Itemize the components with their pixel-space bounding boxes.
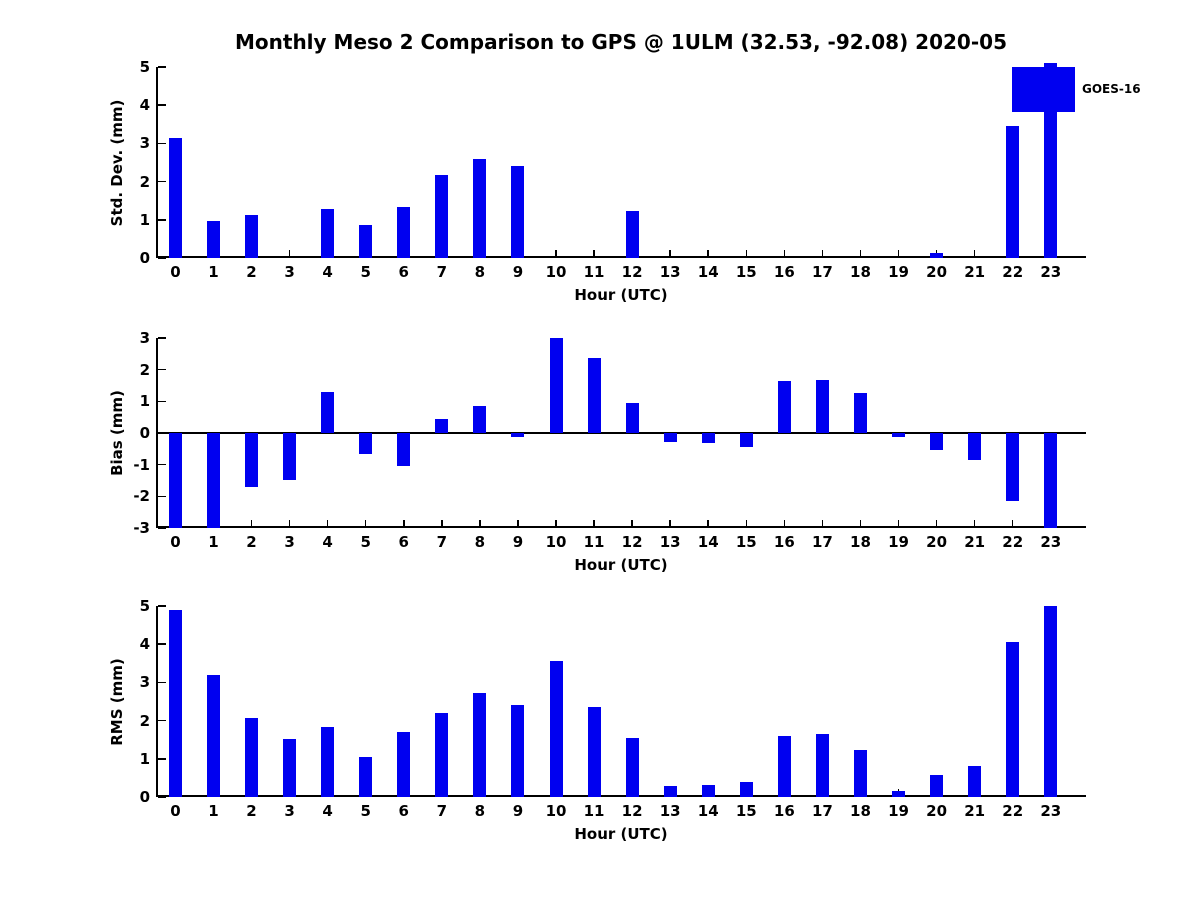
bar-hour-7 bbox=[435, 175, 448, 258]
y-tick bbox=[158, 257, 166, 259]
bar-hour-14 bbox=[702, 785, 715, 797]
bar-hour-6 bbox=[397, 732, 410, 797]
bar-hour-11 bbox=[588, 707, 601, 797]
x-tick-label: 1 bbox=[208, 533, 219, 551]
x-tick bbox=[669, 520, 671, 528]
bar-hour-22 bbox=[1006, 433, 1019, 501]
x-tick bbox=[860, 520, 862, 528]
y-tick-label: 1 bbox=[139, 392, 150, 411]
x-tick-label: 19 bbox=[888, 802, 909, 820]
y-axis-label-std-dev: Std. Dev. (mm) bbox=[108, 99, 126, 226]
bar-hour-4 bbox=[321, 727, 334, 797]
bar-hour-18 bbox=[854, 393, 867, 433]
bar-hour-2 bbox=[245, 433, 258, 487]
x-tick-label: 3 bbox=[284, 533, 295, 551]
bar-hour-1 bbox=[207, 433, 220, 528]
x-tick-label: 8 bbox=[474, 533, 486, 551]
y-tick-label: -3 bbox=[133, 519, 150, 537]
x-tick-label: 14 bbox=[697, 802, 719, 820]
x-tick-label: 6 bbox=[398, 263, 409, 281]
x-tick-label: 11 bbox=[583, 263, 605, 281]
x-tick bbox=[403, 520, 405, 528]
x-tick bbox=[707, 520, 709, 528]
x-tick-label: 4 bbox=[322, 802, 333, 820]
x-tick-label: 6 bbox=[398, 802, 409, 820]
x-tick-label: 1 bbox=[208, 802, 219, 820]
x-tick-label: 4 bbox=[322, 263, 333, 281]
x-tick-label: 21 bbox=[964, 263, 986, 281]
bar-hour-0 bbox=[169, 610, 182, 797]
x-tick-label: 18 bbox=[850, 263, 871, 281]
x-tick bbox=[555, 250, 557, 258]
y-tick bbox=[158, 219, 166, 221]
x-tick-label: 16 bbox=[773, 263, 795, 281]
y-tick bbox=[158, 720, 166, 722]
x-tick-label: 13 bbox=[659, 802, 681, 820]
x-tick-label: 12 bbox=[621, 802, 643, 820]
x-tick bbox=[784, 520, 786, 528]
x-tick bbox=[593, 520, 595, 528]
x-tick-label: 23 bbox=[1040, 802, 1062, 820]
x-tick-label: 20 bbox=[926, 263, 948, 281]
x-tick-label: 2 bbox=[246, 263, 257, 281]
bar-hour-23 bbox=[1044, 433, 1057, 528]
y-tick-label: 1 bbox=[139, 210, 150, 229]
bar-hour-0 bbox=[169, 433, 182, 528]
x-tick-label: 23 bbox=[1040, 533, 1062, 551]
x-tick bbox=[479, 520, 481, 528]
y-axis-label-rms: RMS (mm) bbox=[108, 657, 126, 746]
bar-hour-11 bbox=[588, 358, 601, 433]
bar-hour-8 bbox=[473, 159, 486, 258]
x-tick-label: 5 bbox=[360, 263, 371, 281]
x-tick bbox=[898, 250, 900, 258]
bar-hour-8 bbox=[473, 406, 486, 433]
y-tick-label: 5 bbox=[139, 597, 150, 615]
bar-hour-9 bbox=[511, 166, 524, 258]
x-tick-label: 2 bbox=[246, 802, 257, 820]
y-tick-label: 0 bbox=[139, 424, 150, 442]
x-tick-label: 18 bbox=[850, 802, 871, 820]
x-tick bbox=[860, 250, 862, 258]
x-tick-label: 17 bbox=[811, 263, 833, 281]
y-tick bbox=[158, 337, 166, 339]
x-tick bbox=[517, 520, 519, 528]
subplot-std-dev bbox=[139, 58, 1086, 304]
x-tick bbox=[327, 520, 329, 528]
y-tick bbox=[158, 66, 166, 68]
x-tick-label: 15 bbox=[735, 263, 757, 281]
bar-hour-16 bbox=[778, 381, 791, 433]
y-tick bbox=[158, 432, 166, 434]
x-tick-label: 19 bbox=[888, 263, 909, 281]
x-tick bbox=[898, 520, 900, 528]
bar-hour-17 bbox=[816, 380, 829, 433]
x-tick bbox=[289, 520, 291, 528]
bar-hour-5 bbox=[359, 757, 372, 797]
figure-title: Monthly Meso 2 Comparison to GPS @ 1ULM (32.53, -92.08) 2020-05 bbox=[235, 30, 1007, 54]
bar-hour-10 bbox=[550, 338, 563, 433]
subplot-bias bbox=[133, 329, 1086, 574]
y-tick bbox=[158, 104, 166, 106]
x-tick bbox=[707, 250, 709, 258]
y-tick-label: 3 bbox=[139, 134, 150, 153]
bar-hour-10 bbox=[550, 661, 563, 797]
bar-hour-12 bbox=[626, 211, 639, 258]
x-tick bbox=[822, 250, 824, 258]
bar-hour-13 bbox=[664, 786, 677, 797]
x-axis-line bbox=[156, 256, 1086, 258]
x-tick-label: 17 bbox=[811, 802, 833, 820]
bar-hour-21 bbox=[968, 433, 981, 460]
bar-hour-4 bbox=[321, 209, 334, 258]
y-tick bbox=[158, 496, 166, 498]
bar-hour-7 bbox=[435, 419, 448, 433]
x-tick-label: 16 bbox=[773, 802, 795, 820]
y-tick bbox=[158, 605, 166, 607]
y-tick-label: 4 bbox=[139, 96, 150, 115]
bar-hour-19 bbox=[892, 791, 905, 797]
bar-hour-4 bbox=[321, 392, 334, 433]
x-tick-label: 23 bbox=[1040, 263, 1062, 281]
bar-hour-16 bbox=[778, 736, 791, 797]
x-tick bbox=[365, 520, 367, 528]
y-tick-label: 5 bbox=[139, 58, 150, 76]
x-tick-label: 5 bbox=[360, 802, 371, 820]
x-tick bbox=[746, 250, 748, 258]
bar-hour-5 bbox=[359, 225, 372, 258]
x-tick-label: 15 bbox=[735, 533, 757, 551]
x-tick bbox=[289, 250, 291, 258]
x-tick-label: 19 bbox=[888, 533, 909, 551]
bar-hour-2 bbox=[245, 718, 258, 797]
y-tick bbox=[158, 401, 166, 403]
x-tick bbox=[784, 250, 786, 258]
x-tick-label: 15 bbox=[735, 802, 757, 820]
x-tick-label: 4 bbox=[322, 533, 333, 551]
x-tick-label: 7 bbox=[436, 802, 448, 820]
y-tick bbox=[158, 464, 166, 466]
y-tick-label: 2 bbox=[139, 172, 150, 191]
x-tick-label: 22 bbox=[1002, 802, 1024, 820]
x-tick bbox=[936, 520, 938, 528]
y-tick-label: 2 bbox=[139, 360, 150, 379]
x-tick bbox=[555, 520, 557, 528]
x-tick bbox=[974, 250, 976, 258]
y-tick-label: -2 bbox=[133, 487, 150, 506]
x-tick-label: 1 bbox=[208, 263, 219, 281]
x-tick-label: 14 bbox=[697, 263, 719, 281]
x-tick-label: 7 bbox=[436, 263, 448, 281]
x-tick-label: 13 bbox=[659, 263, 681, 281]
bar-hour-12 bbox=[626, 403, 639, 433]
bar-hour-22 bbox=[1006, 642, 1019, 797]
x-tick-label: 16 bbox=[773, 533, 795, 551]
x-tick-label: 13 bbox=[659, 533, 681, 551]
bar-hour-9 bbox=[511, 433, 524, 437]
bar-hour-15 bbox=[740, 433, 753, 447]
bar-hour-20 bbox=[930, 775, 943, 797]
x-axis-label-std-dev: Hour (UTC) bbox=[574, 286, 668, 304]
x-tick-label: 20 bbox=[926, 802, 948, 820]
bar-hour-14 bbox=[702, 433, 715, 443]
y-tick-label: 0 bbox=[139, 249, 150, 267]
bar-hour-6 bbox=[397, 433, 410, 466]
x-tick bbox=[822, 520, 824, 528]
bar-hour-23 bbox=[1044, 606, 1057, 797]
plot-area-std-dev bbox=[139, 58, 1086, 281]
bar-hour-21 bbox=[968, 766, 981, 797]
x-tick bbox=[746, 520, 748, 528]
x-tick-label: 20 bbox=[926, 533, 948, 551]
plot-area-rms bbox=[139, 597, 1086, 820]
y-tick-label: 3 bbox=[139, 673, 150, 692]
bar-hour-15 bbox=[740, 782, 753, 797]
x-tick-label: 12 bbox=[621, 533, 643, 551]
x-tick-label: 14 bbox=[697, 533, 719, 551]
legend-label-goes16: GOES-16 bbox=[1082, 82, 1141, 96]
x-tick-label: 7 bbox=[436, 533, 448, 551]
y-tick bbox=[158, 369, 166, 371]
bar-hour-6 bbox=[397, 207, 410, 258]
x-tick-label: 0 bbox=[170, 263, 181, 281]
x-tick-label: 8 bbox=[474, 263, 486, 281]
y-tick-label: 2 bbox=[139, 711, 150, 730]
y-tick bbox=[158, 143, 166, 145]
x-tick-label: 3 bbox=[284, 263, 295, 281]
x-tick-label: 9 bbox=[512, 263, 524, 281]
y-tick bbox=[158, 527, 166, 529]
x-tick bbox=[251, 520, 253, 528]
bar-hour-18 bbox=[854, 750, 867, 797]
bar-hour-19 bbox=[892, 433, 905, 437]
x-tick-label: 9 bbox=[512, 533, 524, 551]
x-tick-label: 8 bbox=[474, 802, 486, 820]
x-axis-line bbox=[156, 526, 1086, 528]
x-tick-label: 11 bbox=[583, 533, 605, 551]
y-tick bbox=[158, 643, 166, 645]
x-tick-label: 9 bbox=[512, 802, 524, 820]
bar-hour-0 bbox=[169, 138, 182, 258]
y-axis-line bbox=[156, 606, 158, 797]
x-tick-label: 18 bbox=[850, 533, 871, 551]
x-tick bbox=[441, 520, 443, 528]
legend-swatch-goes16 bbox=[1012, 67, 1075, 112]
x-tick bbox=[669, 250, 671, 258]
plot-area-bias bbox=[133, 329, 1086, 551]
subplot-rms bbox=[139, 597, 1086, 843]
x-axis-label-rms: Hour (UTC) bbox=[574, 825, 668, 843]
x-tick-label: 0 bbox=[170, 533, 181, 551]
y-tick-label: 1 bbox=[139, 749, 150, 768]
bar-hour-13 bbox=[664, 433, 677, 442]
x-tick bbox=[593, 250, 595, 258]
y-tick bbox=[158, 796, 166, 798]
x-tick-label: 6 bbox=[398, 533, 409, 551]
x-tick-label: 21 bbox=[964, 533, 986, 551]
y-tick-label: -1 bbox=[133, 455, 150, 474]
x-axis-label-bias: Hour (UTC) bbox=[574, 556, 668, 574]
bar-hour-17 bbox=[816, 734, 829, 797]
x-tick-label: 10 bbox=[545, 263, 567, 281]
bar-hour-3 bbox=[283, 433, 296, 480]
x-tick bbox=[974, 520, 976, 528]
bar-hour-3 bbox=[283, 739, 296, 797]
bar-hour-7 bbox=[435, 713, 448, 797]
bar-hour-20 bbox=[930, 433, 943, 450]
y-axis-line bbox=[156, 67, 158, 258]
bar-hour-20 bbox=[930, 253, 943, 258]
bar-hour-9 bbox=[511, 705, 524, 797]
bar-hour-22 bbox=[1006, 126, 1019, 258]
y-axis-label-bias: Bias (mm) bbox=[108, 390, 126, 476]
x-tick-label: 10 bbox=[545, 802, 567, 820]
bar-hour-12 bbox=[626, 738, 639, 797]
x-tick-label: 2 bbox=[246, 533, 257, 551]
x-tick-label: 12 bbox=[621, 263, 643, 281]
x-tick bbox=[1012, 520, 1014, 528]
y-tick-label: 3 bbox=[139, 329, 150, 347]
x-tick-label: 5 bbox=[360, 533, 371, 551]
x-tick-label: 17 bbox=[811, 533, 833, 551]
x-tick-label: 22 bbox=[1002, 263, 1024, 281]
x-tick-label: 3 bbox=[284, 802, 295, 820]
x-tick-label: 0 bbox=[170, 802, 181, 820]
bar-hour-1 bbox=[207, 221, 220, 258]
bar-hour-5 bbox=[359, 433, 372, 454]
y-tick bbox=[158, 181, 166, 183]
y-tick-label: 4 bbox=[139, 635, 150, 654]
y-tick-label: 0 bbox=[139, 788, 150, 806]
x-tick-label: 22 bbox=[1002, 533, 1024, 551]
bar-hour-2 bbox=[245, 215, 258, 258]
bar-hour-1 bbox=[207, 675, 220, 797]
x-tick bbox=[631, 520, 633, 528]
x-tick-label: 11 bbox=[583, 802, 605, 820]
x-tick-label: 10 bbox=[545, 533, 567, 551]
x-tick-label: 21 bbox=[964, 802, 986, 820]
y-tick bbox=[158, 682, 166, 684]
bar-hour-8 bbox=[473, 693, 486, 797]
y-tick bbox=[158, 758, 166, 760]
